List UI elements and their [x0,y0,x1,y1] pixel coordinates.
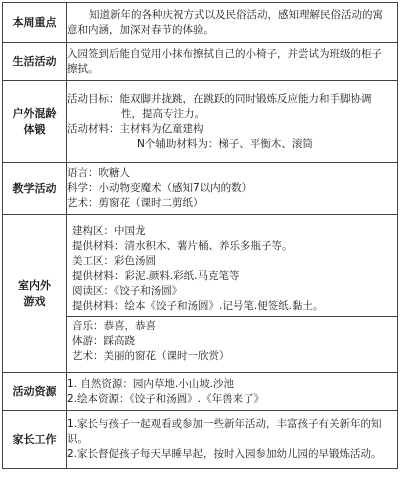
text-line: 艺术：美丽的窗花（课时一欣赏） [72,349,230,362]
text-line: 体游：踩高跷 [72,334,135,347]
text-line: 1.家长与孩子一起观看或参加一些新年活动，丰富孩子有关新年的知 [67,418,382,430]
label-line: 体锻 [23,122,46,136]
row-activity-resources [3,373,398,411]
label-activity-resources: 活动资源 [3,373,67,411]
row-daily-life [3,43,398,81]
weekly-focus-content [67,3,398,43]
activity-goal: 活动目标：能双脚并拢跳，在跳跃的同时锻炼反应能力和手脚协调 [67,92,372,105]
text-line: 知道新年的各种庆祝方式以及民俗活动，感知理解民俗活动的寓 [89,8,383,21]
text-line: 艺术：剪窗花（课时二剪纸） [67,197,204,209]
label-daily-life: 生活活动 [3,43,67,81]
text-line: 语言：吹糖人 [67,167,130,179]
daily-life-content [67,43,398,81]
text-line: 入园签到后能自觉用小抹布擦拭自己的小椅子，并尝试为班级的柜子 [67,47,382,60]
teaching-activity-content [67,163,398,215]
label-outdoor-exercise [3,81,67,163]
row-indoor-outdoor-games [3,215,398,373]
text-line: 科学：小动物变魔术（感知7以内的数） [67,182,253,194]
activity-material: 活动材料：主材料为亿童建构 [67,122,204,135]
label-teaching-activity: 教学活动 [3,163,67,215]
auxiliary-material: N个辅助材料为：梯子、平衡木、滚筒 [137,137,313,150]
text-line: 提供材料：彩泥.颜料.彩纸.马克笔等 [72,269,240,282]
indoor-outdoor-games-content [67,215,398,373]
text-line: 意和内涵，加深对春节的体验。 [67,23,214,36]
text-line: 2.绘本资源：《饺子和汤圆》.《年兽来了》 [67,392,265,405]
weekly-plan-table [2,2,398,469]
label-line: 游戏 [23,294,46,308]
activity-goal-cont: 性，提高专注力。 [121,107,205,120]
area-games-group [67,222,397,316]
text-line: 2.家长督促孩子每天早睡早起，按时入园参加幼儿园的早锻炼活动。 [67,448,382,460]
text-line: 阅读区：《饺子和汤圆》 [72,284,183,297]
activity-resources-content [67,373,398,411]
label-line: 户外混龄 [12,106,57,120]
label-indoor-outdoor-games [3,215,67,373]
text-line: 提供材料：清水积木、薯片桶、养乐多瓶子等。 [72,239,293,252]
text-line: 音乐：恭喜，恭喜 [72,319,156,332]
parent-work-content [67,411,398,469]
text-line: 识。 [67,433,88,445]
text-line: 擦拭。 [67,62,99,75]
label-parent-work: 家长工作 [3,411,67,469]
label-line: 室内外 [18,278,51,292]
other-games-group [67,316,397,366]
row-teaching-activity [3,163,398,215]
text-line: 建构区：中国龙 [72,224,146,237]
text-line: 1. 自然资源：园内草地.小山坡.沙池 [67,377,235,390]
label-weekly-focus: 本周重点 [3,3,67,43]
row-weekly-focus [3,3,398,43]
row-outdoor-exercise [3,81,398,163]
row-parent-work [3,411,398,469]
text-line: 美工区：彩色汤圆 [72,254,156,267]
outdoor-exercise-content [67,81,398,163]
text-line: 提供材料：绘本《饺子和汤圆》.记号笔.便签纸.黏土。 [72,299,324,312]
